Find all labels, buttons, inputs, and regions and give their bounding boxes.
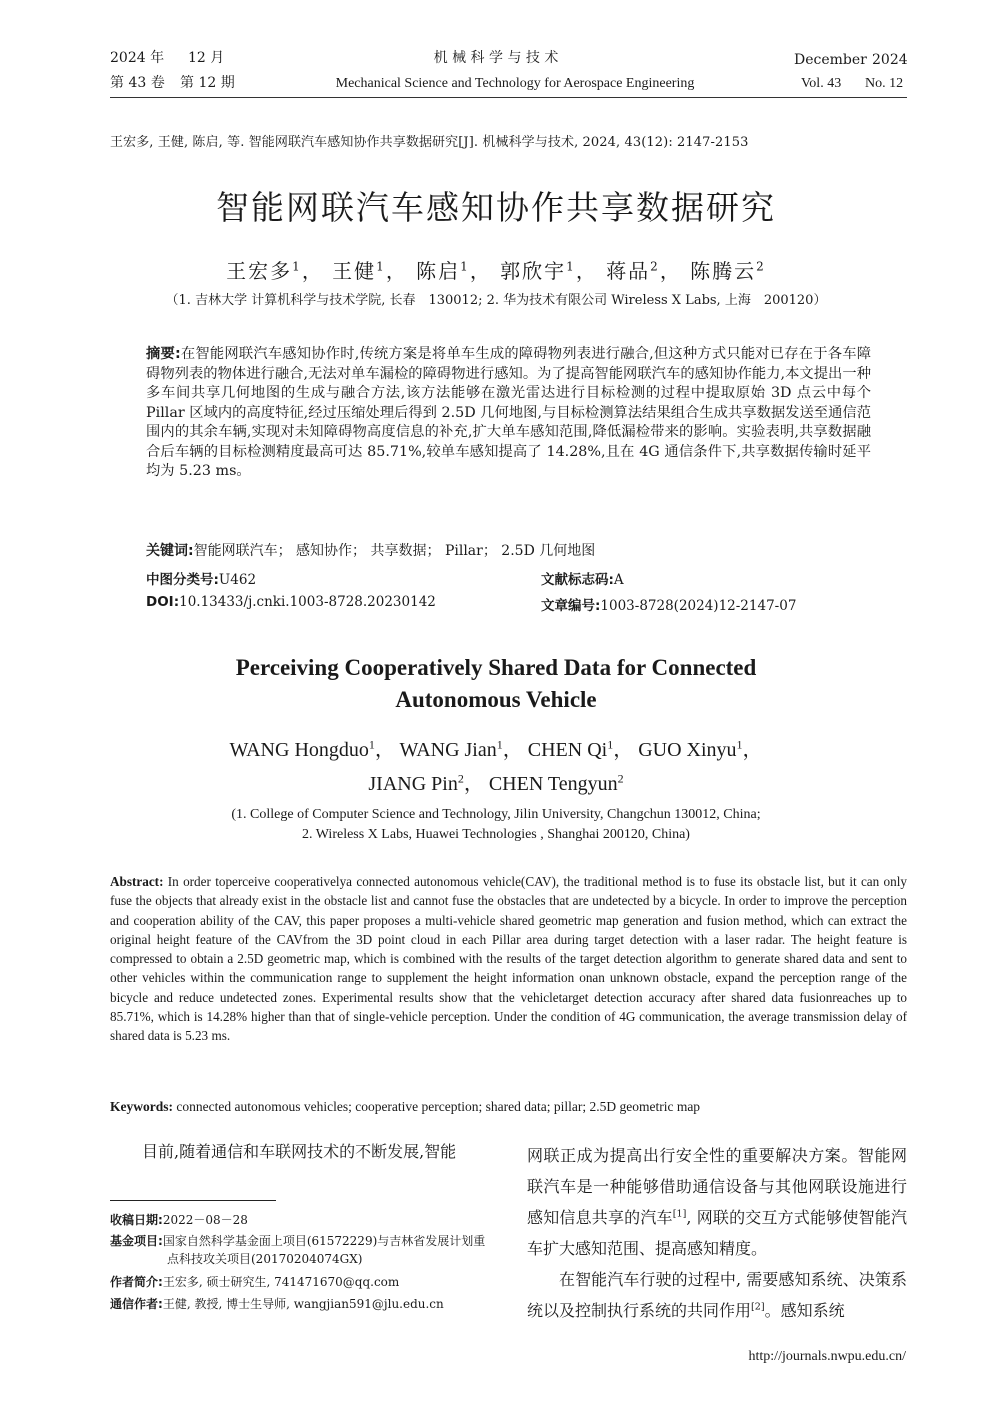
- footnote-label: 通信作者:: [110, 1297, 163, 1311]
- author-en: CHEN Tengyun: [488, 773, 618, 795]
- author-en: WANG Jian: [399, 739, 497, 761]
- affiliation-en: [0, 805, 992, 845]
- classification-value: U462: [218, 572, 257, 588]
- authors-zh: 王宏多$^1$， 王健$^1$， 陈启$^1$， 郭欣宇$^1$， 蒋品$^2$， 陈腾云$^2$: [226, 259, 766, 283]
- author-zh: 王健: [332, 259, 377, 283]
- affiliation-en-line: (1. College of Computer Science and Technology, Jilin University, Changchun 130012, China;: [231, 807, 761, 822]
- author-aff-mark: 2: [756, 259, 766, 274]
- abstract-en-label: Abstract:: [110, 874, 164, 889]
- header-issue-en: No. 12: [865, 76, 904, 91]
- authors-en-line: WANG Hongduo$^1$， WANG Jian$^1$， CHEN Qi$^1$， GUO Xinyu$^1$，: [229, 737, 763, 761]
- author-en: JIANG Pin: [368, 773, 458, 795]
- header-journal-zh: 机 械 科 学 与 技 术: [433, 50, 559, 66]
- title-zh: 智能网联汽车感知协作共享数据研究: [216, 188, 776, 227]
- footnote-label: 作者简介:: [110, 1275, 163, 1289]
- footnote-value: 王健, 教授, 博士生导师, wangjian591@jlu.edu.cn: [162, 1297, 444, 1311]
- doi-value: 10.13433/j.cnki.1003-8728.20230142: [179, 594, 436, 610]
- header-month-zh: 12 月: [188, 50, 225, 66]
- author-aff-mark: 1: [292, 259, 302, 274]
- footnote-author: [110, 1273, 495, 1291]
- author-zh: 陈启: [416, 259, 461, 283]
- footnote-value: 2022－08－28: [162, 1213, 248, 1227]
- abstract-zh-label: 摘要:: [146, 346, 181, 362]
- title-en-line: Autonomous Vehicle: [395, 687, 597, 712]
- abstract-zh: [146, 345, 871, 482]
- classification: [146, 568, 256, 588]
- doi-label: DOI:: [146, 594, 180, 610]
- keywords-zh-label: 关键词:: [146, 543, 194, 559]
- author-aff-mark: 1: [460, 259, 470, 274]
- author-aff-mark: 2: [457, 771, 464, 786]
- keywords-zh: [146, 540, 595, 560]
- reference-mark[interactable]: [1]: [672, 1208, 687, 1220]
- header-volume-en: Vol. 43: [801, 76, 842, 91]
- author-zh: 陈腾云: [690, 259, 757, 283]
- author-en: GUO Xinyu: [638, 739, 737, 761]
- reference-mark[interactable]: [2]: [751, 1301, 765, 1313]
- affiliation-en-line: 2. Wireless X Labs, Huawei Technologies , Shanghai 200120, China): [302, 827, 690, 842]
- footnote-rule: [110, 1200, 276, 1201]
- author-aff-mark: 1: [368, 737, 375, 752]
- author-aff-mark: 1: [607, 737, 614, 752]
- author-aff-mark: 1: [736, 737, 743, 752]
- footnote-value: 王宏多, 硕士研究生, 741471670@qq.com: [162, 1275, 400, 1289]
- keywords-en-text: connected autonomous vehicles; cooperative perception; shared data; pillar; 2.5D geometric map: [176, 1099, 701, 1114]
- footnote-label: 收稿日期:: [110, 1213, 163, 1227]
- body-text: 在智能汽车行驶的过程中, 需要感知系统、决策系统以及控制执行系统的共同作用: [527, 1270, 907, 1320]
- body-left-first-line: 目前,随着通信和车联网技术的不断发展,智能: [142, 1142, 457, 1161]
- abstract-en-text: In order toperceive cooperativelya connected autonomous vehicle(CAV), the traditional method is to fuse its obstacle list, but it can only fuse the objects that already exist in the obstacle list and cannot fuse the obstacles that are undetected by a bicycle. In order to improve the perception and cooperation ability of the CAV, this paper proposes a multi-vehicle shared geometric map generation and fusion method, which can extract the original height feature of the CAVfrom the 3D point cloud in each Pillar area during target detection with a laser radar. The height feature is compressed to obtain a 2.5D geometric map, which is combined with the results of the target detection algorithm to generate shared data and sent to other vehicles within the communication range to supplement the height information onan unknown obstacle, expand the perception range of the bicycle and reduce undetected zones. Experimental results show that the vehicletarget detection accuracy after shared data fusionreaches up to 85.71%, which is 14.28% higher than that of single-vehicle perception. Under the condition of 4G communication, the average transmission delay of shared data is 5.23 ms.: [110, 874, 908, 1044]
- author-aff-mark: 2: [650, 259, 660, 274]
- authors-en: [0, 733, 992, 801]
- author-zh: 王宏多: [226, 259, 293, 283]
- header-month-en: December: [794, 52, 867, 68]
- body-text: , 网联的交互方式能够使智能汽车扩大感知范围、提高感知精度。: [527, 1208, 907, 1258]
- author-en: CHEN Qi: [527, 739, 608, 761]
- header-year-zh: 2024 年: [110, 50, 165, 66]
- classification-label: 中图分类号:: [146, 572, 219, 588]
- authors-en-line: JIANG Pin$^2$， CHEN Tengyun$^2$: [368, 771, 624, 795]
- citation: 王宏多, 王健, 陈启, 等. 智能网联汽车感知协作共享数据研究[J]. 机械科学与技术, 2024, 43(12): 2147-2153: [110, 135, 749, 150]
- keywords-en: [110, 1099, 700, 1115]
- body-right-column: [527, 1140, 907, 1326]
- abstract-en: [110, 872, 907, 1046]
- body-paragraph: [527, 1264, 907, 1326]
- footnote-label: 基金项目:: [110, 1234, 163, 1248]
- keywords-zh-text: 智能网联汽车； 感知协作； 共享数据； Pillar； 2.5D 几何地图: [193, 543, 596, 559]
- affiliation-zh: （1. 吉林大学 计算机科学与技术学院, 长春 130012; 2. 华为技术有限公司 Wireless X Labs, 上海 200120）: [165, 293, 827, 308]
- article-number: [541, 594, 796, 614]
- author-aff-mark: 1: [496, 737, 503, 752]
- header-year-en: 2024: [872, 52, 908, 68]
- footnote-fund: [110, 1232, 495, 1268]
- body-text: 。感知系统: [764, 1301, 845, 1320]
- keywords-en-label: Keywords:: [110, 1099, 173, 1114]
- header-rule: [110, 97, 907, 98]
- author-en: WANG Hongduo: [229, 739, 369, 761]
- abstract-zh-text: 在智能网联汽车感知协作时,传统方案是将单车生成的障碍物列表进行融合,但这种方式只能对已存在于各车障碍物列表的物体进行融合,无法对单车漏检的障碍物进行感知。为了提高智能网联汽车的感知协作能力,本文提出一种多车间共享几何地图的生成与融合方法,该方法能够在激光雷达进行目标检测的过程中提取原始 3D 点云中每个 Pillar 区域内的高度特征,经过压缩处理后得到 2.5D 几何地图,与目标检测算法结果组合生成共享数据发送至通信范围内的其余车辆,实现对未知障碍物高度信息的补充,扩大单车感知范围,降低漏检带来的影响。实验表明,共享数据融合后车辆的目标检测精度最高可达 85.71%,较单车感知提高了 14.28%,且在 4G 通信条件下,共享数据传输时延平均为 5.23 ms。: [146, 346, 872, 479]
- author-aff-mark: 2: [617, 771, 624, 786]
- author-aff-mark: 1: [376, 259, 386, 274]
- title-en-line: Perceiving Cooperatively Shared Data for Connected: [235, 655, 757, 680]
- footnote-value: 国家自然科学基金面上项目(61572229)与吉林省发展计划重点科技攻关项目(20170204074GX): [162, 1234, 486, 1266]
- document-code: [541, 568, 624, 588]
- document-code-value: A: [613, 572, 624, 588]
- body-text: 网联正成为提高出行安全性的重要解决方案。智能网联汽车是一种能够借助通信设备与其他网联设施进行感知信息共享的汽车: [527, 1146, 907, 1227]
- body-paragraph: [527, 1140, 907, 1264]
- title-en: [0, 652, 992, 716]
- footnote-received: [110, 1211, 495, 1229]
- article-number-value: 1003-8728(2024)12-2147-07: [600, 598, 797, 614]
- footnote-corresponding: [110, 1295, 495, 1313]
- doi: [146, 594, 436, 610]
- footer-url[interactable]: http://journals.nwpu.edu.cn/: [748, 1349, 906, 1364]
- document-code-label: 文献标志码:: [541, 572, 614, 588]
- author-zh: 蒋品: [606, 259, 651, 283]
- header-issue-zh: 第 12 期: [180, 75, 235, 91]
- author-zh: 郭欣宇: [500, 259, 567, 283]
- header-journal-en: Mechanical Science and Technology for Aerospace Engineering: [335, 76, 695, 91]
- article-number-label: 文章编号:: [541, 598, 601, 614]
- header-volume-zh: 第 43 卷: [110, 75, 165, 91]
- author-aff-mark: 1: [566, 259, 576, 274]
